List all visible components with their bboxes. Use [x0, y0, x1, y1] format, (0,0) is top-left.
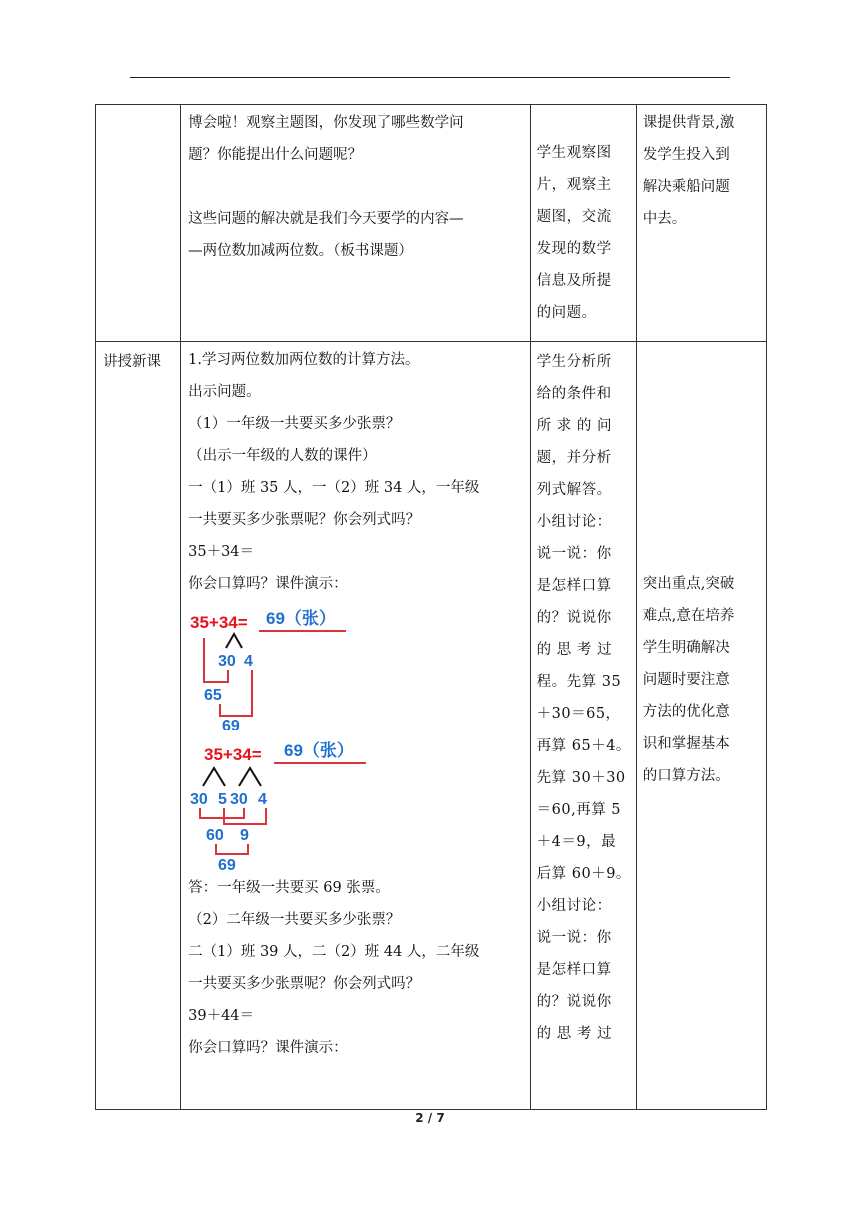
- text-line: [537, 105, 633, 137]
- part-value: 30: [190, 791, 208, 808]
- text-line: 学生分析所: [536, 354, 612, 370]
- text-line: 说一说：你: [536, 930, 612, 946]
- tens-sum: 60: [206, 827, 224, 844]
- text-line: （出示一年级的人数的课件）: [188, 448, 377, 464]
- text-line: 课提供背景,激: [642, 115, 735, 131]
- lesson-table: [95, 104, 767, 1110]
- text-line: 一（1）班 35 人，一（2）班 34 人，一年级: [188, 480, 480, 496]
- mental-math-figure-1: [188, 600, 526, 730]
- stage-label: 讲授新课: [103, 354, 161, 370]
- text-line: 出示问题。: [188, 384, 261, 400]
- text-line: 你会口算吗？课件演示：: [188, 1040, 348, 1056]
- text-line: 识和掌握基本: [642, 736, 730, 752]
- split-branch: [203, 768, 225, 786]
- text-line: 的 思 考 过: [536, 642, 612, 658]
- text-line: 再算 65＋4。: [536, 738, 631, 754]
- split-ones: 4: [244, 653, 254, 670]
- table-row: [96, 342, 767, 1110]
- result-text: 69（张）: [284, 741, 355, 760]
- part-value: 4: [258, 791, 268, 808]
- text-line: 说一说：你: [536, 546, 612, 562]
- equation-text: 35+34=: [190, 613, 248, 632]
- text-line: 是怎样口算: [536, 962, 612, 978]
- text-line: 学生明确解决: [642, 640, 730, 656]
- total-bracket: [216, 844, 248, 854]
- text-line: （1）一年级一共要买多少张票？: [188, 416, 401, 432]
- text-line: 列式解答。: [536, 482, 612, 498]
- text-line: 问题时要注意: [642, 672, 730, 688]
- text-line: 的？说说你: [536, 610, 612, 626]
- design-intent-cell: [636, 105, 766, 342]
- mental-math-figure-2: [188, 730, 526, 872]
- equation-text: 35+34=: [204, 745, 262, 764]
- text-line: 学生观察图: [536, 145, 612, 161]
- text-line: 后算 60＋9。: [536, 866, 631, 882]
- text-line: 一共要买多少张票呢？你会列式吗？: [188, 512, 421, 528]
- total-sum: 69: [218, 857, 236, 872]
- student-activity-cell: [530, 105, 636, 342]
- split-tens: 30: [218, 653, 236, 670]
- text-line: 给的条件和: [536, 386, 612, 402]
- design-intent-cell: [636, 342, 766, 1110]
- text-line: 小组讨论：: [536, 898, 612, 914]
- text-line: 的口算方法。: [642, 768, 730, 784]
- text-line: 题图，交流: [536, 209, 612, 225]
- text-line: 方法的优化意: [642, 704, 730, 720]
- text-line: 发现的数学: [536, 241, 612, 257]
- text-line: —两位数加减两位数。（板书课题）: [188, 243, 413, 259]
- text-line: 发学生投入到: [642, 147, 730, 163]
- split-branch: [239, 768, 261, 786]
- partial-sum: 65: [204, 687, 222, 704]
- text-line: 你会口算吗？课件演示：: [188, 576, 348, 592]
- text-line: 一共要买多少张票呢？你会列式吗？: [188, 976, 421, 992]
- total-bracket: [220, 670, 252, 716]
- text-line: 题？你能提出什么问题呢？: [188, 147, 363, 163]
- text-line: 难点,意在培养: [642, 608, 735, 624]
- text-line: 程。先算 35: [536, 674, 622, 690]
- stage-cell: [96, 342, 181, 1110]
- text-line: 信息及所提: [536, 273, 612, 289]
- header-rule: [130, 77, 730, 78]
- text-line: ＝60,再算 5: [536, 802, 622, 818]
- text-line: 1.学习两位数加两位数的计算方法。: [188, 352, 420, 368]
- text-line: 先算 30＋30: [536, 770, 626, 786]
- text-line: 所 求 的 问: [536, 418, 612, 434]
- page-number: 2 / 7: [415, 1111, 445, 1125]
- text-line: 39＋44＝: [188, 1008, 255, 1024]
- text-line: ＋4＝9，最: [536, 834, 617, 850]
- text-line: 博会啦！观察主题图，你发现了哪些数学问: [188, 115, 464, 131]
- text-line: 解决乘船问题: [642, 179, 730, 195]
- text-line: 题，并分析: [536, 450, 612, 466]
- text-line: （2）二年级一共要买多少张票？: [188, 912, 401, 928]
- text-line: 这些问题的解决就是我们今天要学的内容—: [188, 211, 464, 227]
- text-line: 35＋34＝: [188, 544, 255, 560]
- part-value: 30: [230, 791, 248, 808]
- ones-sum: 9: [240, 827, 250, 844]
- text-line: 突出重点,突破: [642, 576, 735, 592]
- text-line: 答：一年级一共要买 69 张票。: [188, 880, 390, 896]
- teacher-activity-cell: [181, 342, 531, 1110]
- student-activity-cell: [530, 342, 636, 1110]
- text-line: 片，观察主: [536, 177, 612, 193]
- part-value: 5: [218, 791, 228, 808]
- text-line: 是怎样口算: [536, 578, 612, 594]
- split-branch: [226, 634, 242, 648]
- text-line: 小组讨论：: [536, 514, 612, 530]
- text-line: ＋30＝65，: [536, 706, 621, 722]
- text-line: [188, 171, 526, 203]
- stage-cell: [96, 105, 181, 342]
- text-line: 中去。: [642, 211, 687, 227]
- total-sum: 69: [222, 718, 240, 730]
- result-text: 69（张）: [266, 609, 337, 628]
- teacher-activity-cell: [181, 105, 531, 342]
- text-line: 的问题。: [536, 305, 597, 321]
- tens-bracket: [200, 808, 244, 818]
- text-line: 二（1）班 39 人，二（2）班 44 人，二年级: [188, 944, 480, 960]
- table-row: [96, 105, 767, 342]
- text-line: 的？说说你: [536, 994, 612, 1010]
- text-line: 的 思 考 过: [536, 1026, 612, 1042]
